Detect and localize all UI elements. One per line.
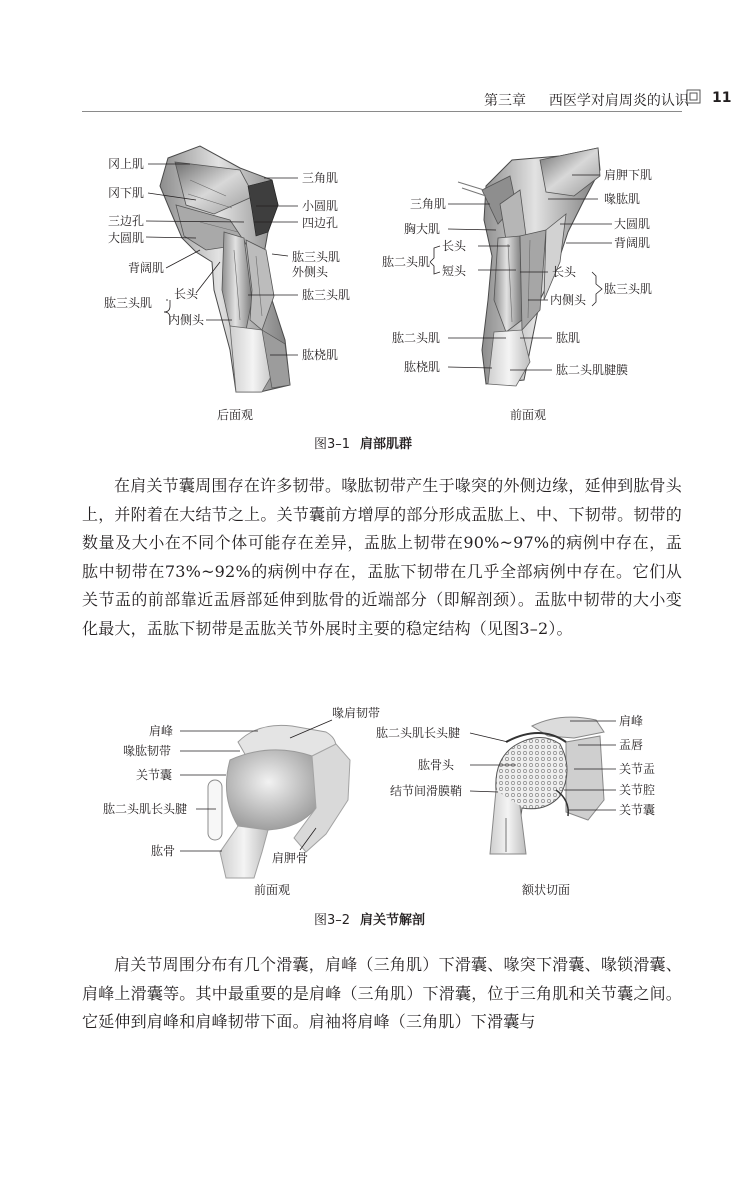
label-fig2-coracoacromial: 喙肩韧带 [332, 706, 381, 720]
label-fig2-coracohumeral: 喙肱韧带 [123, 744, 172, 758]
front-view-label: 前面观 [254, 883, 291, 897]
chapter-title: 西医学对肩周炎的认识 [548, 93, 689, 109]
label-triceps-lateral: 肱三头肌 [292, 250, 341, 264]
chapter-number: 第三章 [484, 93, 526, 109]
label-fig2-scapula: 肩胛骨 [272, 851, 309, 865]
posterior-view-label: 后面观 [217, 408, 254, 422]
label-long-head: 长头 [174, 287, 199, 301]
label-section-labrum: 盂唇 [619, 738, 644, 752]
figure-3-1-title: 肩部肌群 [360, 437, 413, 452]
label-ant-deltoid: 三角肌 [410, 197, 447, 211]
label-teres-minor: 小圆肌 [302, 199, 339, 213]
label-ant-triceps: 肱三头肌 [604, 282, 653, 296]
label-medial-head: 内侧头 [168, 313, 205, 327]
figure-3-2-title: 肩关节解剖 [360, 913, 426, 928]
label-pectoralis-major: 胸大肌 [404, 222, 441, 236]
label-biceps: 肱二头肌 [382, 255, 431, 269]
label-triceps: 肱三头肌 [104, 296, 153, 310]
label-ant-teres-major: 大圆肌 [614, 217, 651, 231]
label-fig2-capsule: 关节囊 [136, 768, 173, 782]
label-bicipital-aponeurosis: 肱二头肌腱膜 [556, 363, 629, 377]
label-triceps-lateral-head: 内侧头 [550, 293, 587, 307]
label-ant-biceps: 肱二头肌 [392, 331, 441, 345]
label-brachioradialis: 肱桡肌 [302, 348, 339, 362]
label-deltoid: 三角肌 [302, 171, 339, 185]
label-supraspinatus: 冈上肌 [108, 157, 145, 171]
label-infraspinatus: 冈下肌 [108, 186, 145, 200]
label-section-joint-cavity: 关节腔 [619, 783, 656, 797]
body-paragraph-2: 肩关节周围分布有几个滑囊，肩峰（三角肌）下滑囊、喙突下滑囊、喙锁滑囊、肩峰上滑囊等。其中最重要的是肩峰（三角肌）下滑囊，位于三角肌和关节囊之间。它延伸到肩峰和肩峰韧带下面。肩袖将肩峰（三角肌）下滑囊与 [82, 955, 682, 1031]
label-section-biceps-tendon: 肱二头肌长头腱 [376, 726, 461, 740]
shoulder-section-drawing [490, 717, 604, 854]
label-ant-latissimus: 背阔肌 [614, 236, 651, 250]
label-triceps-long-head: 长头 [552, 265, 577, 279]
label-biceps-short-head: 短头 [442, 264, 467, 278]
section-view-label: 额状切面 [522, 883, 571, 897]
label-fig2-humerus: 肱骨 [151, 844, 176, 858]
anterior-view-label: 前面观 [510, 408, 547, 422]
label-latissimus: 背阔肌 [128, 261, 165, 275]
label-teres-major: 大圆肌 [108, 231, 145, 245]
label-triangular-space: 三边孔 [108, 214, 145, 228]
label-section-humeral-head: 肱骨头 [418, 758, 455, 772]
page-number: 11 [712, 90, 732, 106]
label-biceps-long-head: 长头 [442, 239, 467, 253]
label-section-glenoid: 关节盂 [619, 762, 656, 776]
body-paragraph-1: 在肩关节囊周围存在许多韧带。喙肱韧带产生于喙突的外侧边缘，延伸到肱骨头上，并附着在大结节之上。关节囊前方增厚的部分形成盂肱上、中、下韧带。韧带的数量及大小在不同个体可能存在差异，盂肱上韧带在90%~97%的病例中存在，盂肱中韧带在73%~92%的病例中存在，盂肱下韧带在几乎全部病例中存在。它们从关节盂的前部靠近盂唇部延伸到肱骨的近端部分（即解剖颈）。盂肱中韧带的大小变化最大，盂肱下韧带是盂肱关节外展时主要的稳定结构（见图3–2）。 [82, 476, 682, 638]
label-brachialis: 肱肌 [556, 331, 581, 345]
label-lateral-head: 外侧头 [292, 265, 329, 279]
label-fig2-acromion: 肩峰 [149, 724, 174, 738]
label-fig2-biceps-tendon: 肱二头肌长头腱 [103, 802, 188, 816]
figure-3-1-number: 图3–1 [314, 437, 351, 452]
label-section-synovial-sheath: 结节间滑膜鞘 [390, 784, 463, 798]
label-coracobrachialis: 喙肱肌 [604, 192, 641, 206]
label-subscapularis: 肩胛下肌 [604, 168, 653, 182]
label-section-acromion: 肩峰 [619, 714, 644, 728]
label-quadrangular-space: 四边孔 [302, 216, 339, 230]
label-triceps-right: 肱三头肌 [302, 288, 351, 302]
label-ant-brachioradialis: 肱桡肌 [404, 360, 441, 374]
label-section-capsule: 关节囊 [619, 803, 656, 817]
figure-3-2-number: 图3–2 [314, 913, 351, 928]
figure-3-2-caption [314, 909, 425, 928]
